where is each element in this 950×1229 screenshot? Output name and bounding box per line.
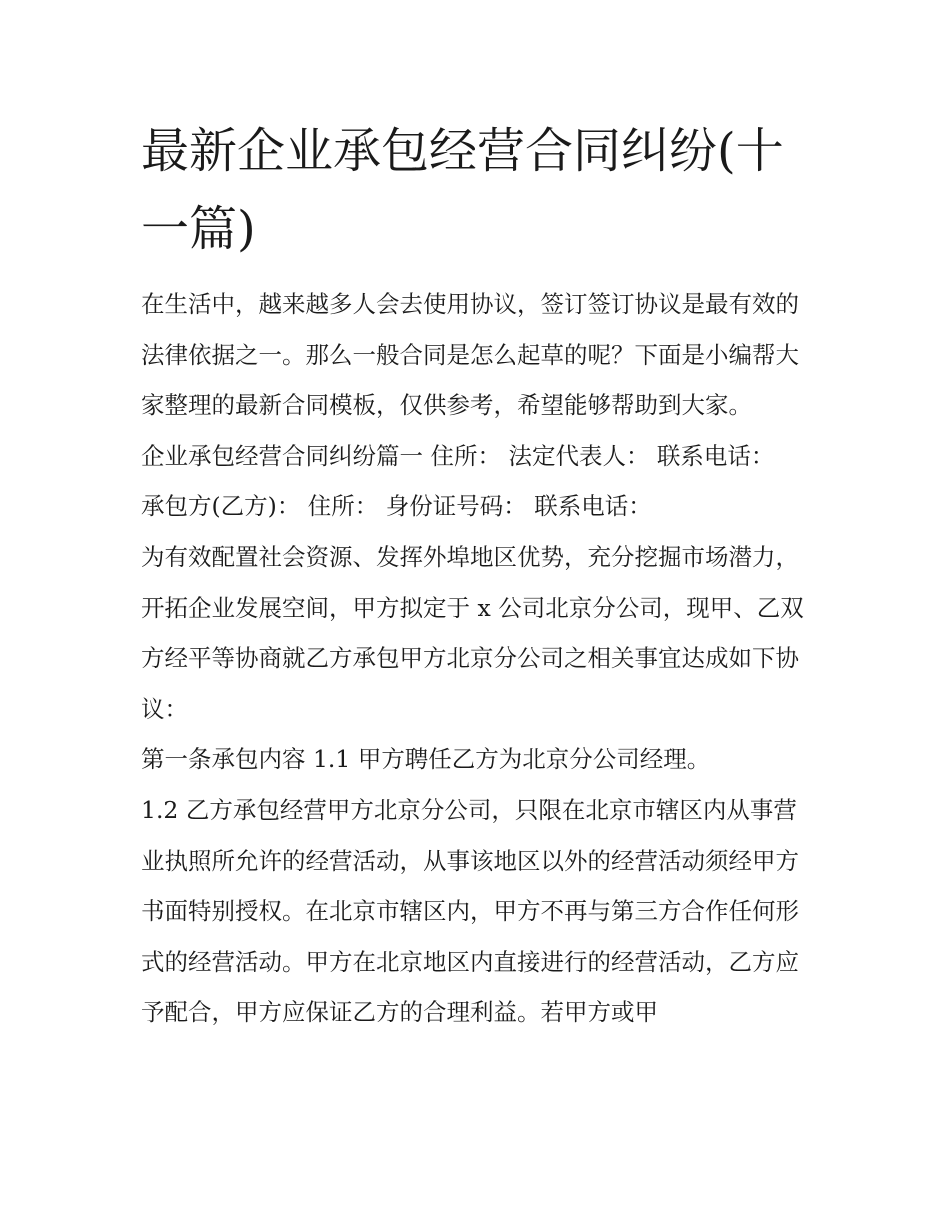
document-body: [141, 279, 813, 1038]
paragraph-preamble: 为有效配置社会资源、发挥外埠地区优势，充分挖掘市场潜力，开拓企业发展空间，甲方拟定于 x 公司北京分公司，现甲、乙双方经平等协商就乙方承包甲方北京分公司之相关事宜达成如下协议：: [141, 542, 804, 723]
paragraph-party-b-info: 承包方(乙方)： 住所： 身份证号码： 联系电话：: [141, 492, 652, 521]
paragraph-article-1: 第一条承包内容 1.1 甲方聘任乙方为北京分公司经理。: [141, 745, 711, 774]
paragraph-intro: 在生活中，越来越多人会去使用协议，签订签订协议是最有效的法律依据之一。那么一般合同是怎么起草的呢？下面是小编帮大家整理的最新合同模板，仅供参考，希望能够帮助到大家。: [141, 290, 799, 420]
document-title: 最新企业承包经营合同纠纷(十一篇): [141, 123, 784, 257]
paragraph-party-a-info: 企业承包经营合同纠纷篇一 住所： 法定代表人： 联系电话：: [141, 441, 775, 470]
paragraph-article-1-2: 1.2 乙方承包经营甲方北京分公司，只限在北京市辖区内从事营业执照所允许的经营活动，从事该地区以外的经营活动须经甲方书面特别授权。在北京市辖区内，甲方不再与第三方合作任何形式的经营活动。甲方在北京地区内直接进行的经营活动，乙方应予配合，甲方应保证乙方的合理利益。若甲方或甲: [141, 795, 799, 1027]
